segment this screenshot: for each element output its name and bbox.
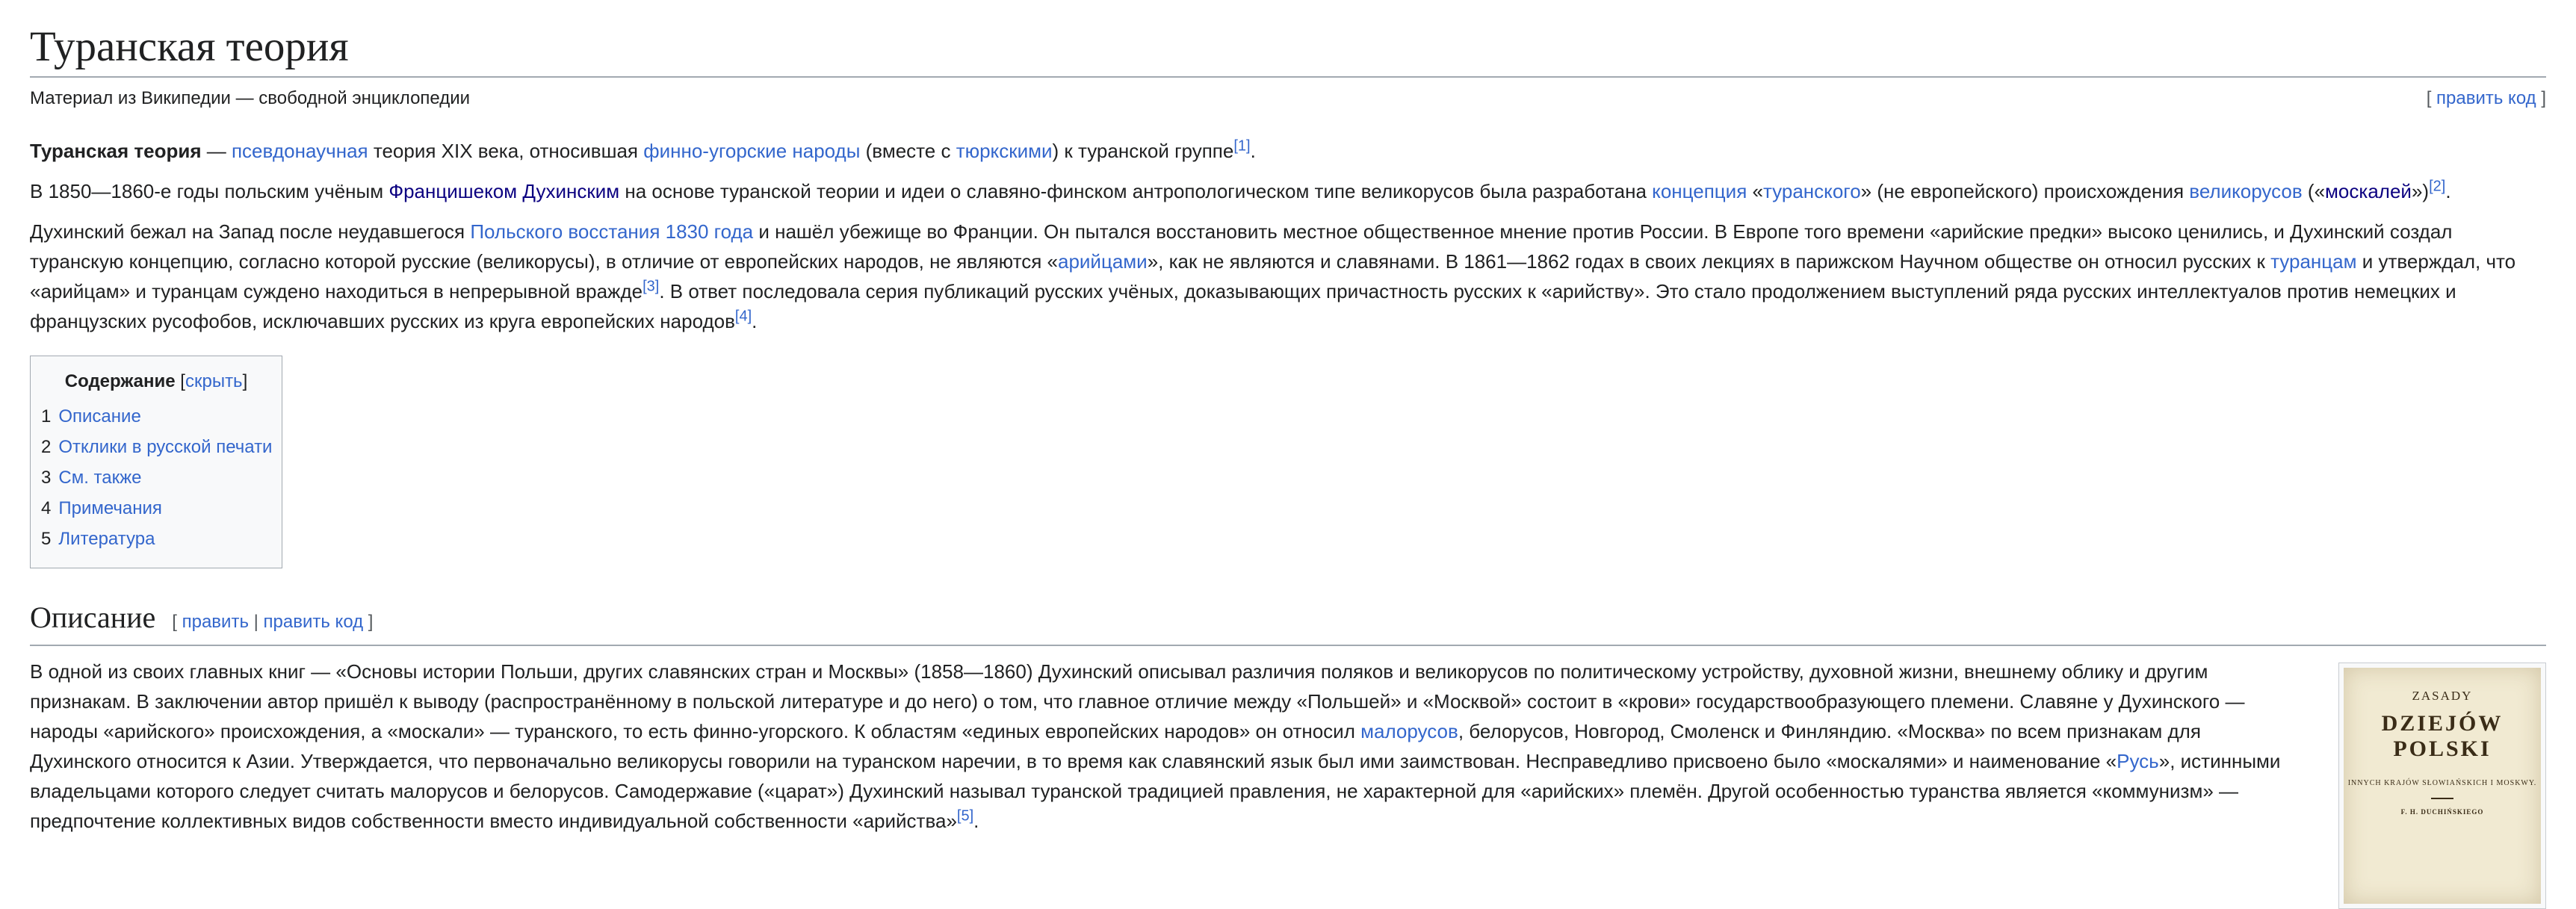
- link-great-russians[interactable]: великорусов: [2189, 180, 2303, 202]
- section-edit-link[interactable]: править: [182, 612, 249, 632]
- ref-1[interactable]: [1]: [1233, 137, 1251, 155]
- site-tagline: Материал из Википедии — свободной энциклопедии: [30, 88, 471, 108]
- link-turkic[interactable]: тюркскими: [956, 140, 1053, 162]
- ref-3[interactable]: [3]: [643, 278, 660, 295]
- section-body: [30, 657, 2546, 909]
- toc-hide-link[interactable]: скрыть: [185, 371, 243, 391]
- toc-item[interactable]: 2 Отклики в русской печати: [41, 437, 273, 457]
- link-little-russians[interactable]: малорусов: [1360, 720, 1458, 742]
- section-text: [30, 657, 2285, 909]
- intro-paragraph: Туранская теория — псевдонаучная теория XIX века, относившая финно-угорские народы (вместе с тюркскими) к туранской группе[1].: [30, 137, 1256, 162]
- toc-title: Содержание [скрыть]: [64, 371, 248, 391]
- toc-item[interactable]: 4 Примечания: [41, 498, 162, 518]
- section-edit-code-link[interactable]: править код: [263, 612, 364, 632]
- bold-term: Туранская теория: [30, 140, 202, 162]
- book-cover-image[interactable]: [2344, 668, 2541, 904]
- link-moskali[interactable]: москалей: [2325, 180, 2412, 202]
- link-aryans[interactable]: арийцами: [1057, 250, 1148, 273]
- link-finno-ugric[interactable]: финно-угорские народы: [643, 140, 861, 162]
- cover-rule: [2431, 798, 2453, 799]
- toc-item[interactable]: 1 Описание: [41, 406, 141, 426]
- book-cover-thumbnail[interactable]: [2338, 663, 2546, 909]
- section-edit-links: [ править | править код ]: [172, 612, 374, 632]
- link-polish-uprising[interactable]: Польского восстания 1830 года: [470, 220, 754, 243]
- section-heading: Описание [ править | править код ]: [30, 598, 2546, 646]
- link-concept[interactable]: концепция: [1652, 180, 1747, 202]
- paragraph-2: В 1850—1860-е годы польским учёным Францишеком Духинским на основе туранской теории и идеи о славяно-финском антропологическом типе великорусов была разработана концепция «туранского» (не европейского) происхождения великорусов («москалей»)[2].: [30, 178, 2451, 202]
- tagline-row: [30, 88, 2546, 109]
- ref-2[interactable]: [2]: [2429, 178, 2446, 195]
- table-of-contents: [30, 356, 282, 568]
- cover-line-3: INNYCH KRAJÓW SŁOWIAŃSKICH I MOSKWY.: [2347, 779, 2537, 787]
- paragraph-3: Духинский бежал на Запад после неудавшегося Польского восстания 1830 года и нашёл убежище во Франции. Он пытался восстановить местное общественное мнение против России. В Европе того времени «арийские предки» высоко ценились, и Духинский создал туранскую концепцию, согласно которой русские (великорусы), в отличие от европейских народов, не являются «арийцами», как не являются и славянами. В 1861—1862 годах в своих лекциях в парижском Научном обществе он относил русских к туранцам и утверждал, что «арийцам» и туранцам суждено находиться в непрерывной вражде[3]. В ответ последовала серия публикаций русских учёных, доказывающих причастность русских к «арийству». Это стало продолжением выступлений ряда русских интеллектуалов против немецких и французских русофобов, исключавших русских из круга европейских народов[4].: [30, 220, 2516, 332]
- paragraph-4: В одной из своих главных книг — «Основы истории Польши, других славянских стран и Москвы» (1858—1860) Духинский описывал различия поляков и великорусов по политическому устройству, духовной жизни, внешнему облику и другим признакам. В заключении автор пришёл к выводу (распространённому в польской литературе и до него) о том, что главное отличие между «Польшей» и «Москвой» состоит в «крови» государствообразующего племени. Славяне у Духинского — народы «арийского» происхождения, а «москали» — туранского, то есть финно-угорского. К областям «единых европейских народов» он относил малорусов, белорусов, Новгород, Смоленск и Финляндию. «Москва» по всем признакам для Духинского относится к Азии. Утверждается, что первоначально великорусы говорили на туранском наречии, в то время как славянский язык был ими заимствован. Несправедливо присвоено было «москалями» и наименование «Русь», истинными владельцами которого следует считать малорусов и белорусов. Самодержавие («царат») Духинский называл туранской традицией правления, не характерной для «арийских» племён. Другой особенностью туранства является «коммунизм» — предпочтение коллективных видов собственности вместо индивидуальной собственности «арийства»[5].: [30, 660, 2281, 832]
- top-edit-link[interactable]: [ править код ]: [2426, 88, 2546, 108]
- link-rus[interactable]: Русь: [2117, 750, 2159, 772]
- cover-line-1: ZASADY: [2412, 689, 2473, 703]
- cover-line-4: F. H. DUCHIŃSKIEGO: [2400, 808, 2484, 816]
- toc-item[interactable]: 3 См. также: [41, 468, 142, 488]
- link-turanian[interactable]: туранского: [1762, 180, 1861, 202]
- link-pseudoscientific[interactable]: псевдонаучная: [231, 140, 368, 162]
- link-duchinski[interactable]: Францишеком Духинским: [388, 180, 620, 202]
- cover-line-2: DZIEJÓW POLSKI: [2381, 711, 2504, 761]
- toc-item[interactable]: 5 Литература: [41, 529, 155, 549]
- page-title: Туранская теория: [30, 21, 2546, 78]
- ref-4[interactable]: [4]: [734, 308, 752, 325]
- ref-5[interactable]: [5]: [956, 807, 974, 825]
- link-turanians[interactable]: туранцам: [2270, 250, 2357, 273]
